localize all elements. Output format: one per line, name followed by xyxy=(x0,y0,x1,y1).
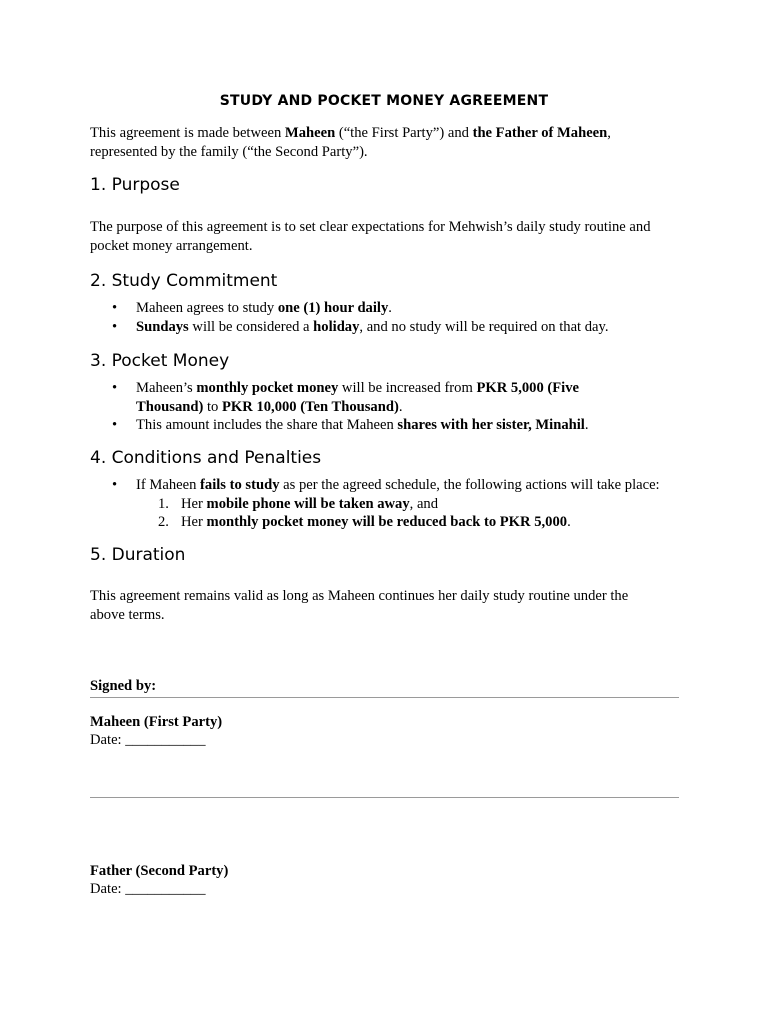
first-party-name: Maheen xyxy=(284,125,336,141)
intro-paragraph xyxy=(90,124,680,161)
list-text: . xyxy=(584,417,589,433)
bullet-icon: • xyxy=(112,300,118,316)
list-number: 2. xyxy=(158,514,169,530)
list-text: as per the agreed schedule, the following actions will take place: xyxy=(279,477,660,493)
duration-paragraph: This agreement remains valid as long as Maheen continues her daily study routine under the above terms. xyxy=(90,588,629,623)
list-item xyxy=(90,416,680,435)
holiday-word: holiday xyxy=(313,318,360,335)
list-text: Maheen’s xyxy=(136,380,197,396)
failure-condition: fails to study xyxy=(200,477,280,493)
list-item xyxy=(90,476,680,532)
list-item xyxy=(90,318,680,337)
new-amount: PKR 10,000 (Ten Thousand) xyxy=(222,398,399,415)
study-duration: one (1) hour daily xyxy=(277,300,389,316)
list-number: 1. xyxy=(158,495,169,512)
sister-share: shares with her sister, Minahil xyxy=(397,417,585,433)
list-text: . xyxy=(567,514,571,530)
penalty-text: monthly pocket money will be reduced back to PKR 5,000 xyxy=(206,514,568,530)
old-amount: PKR 5,000 (Five xyxy=(476,380,580,396)
list-text: . xyxy=(388,300,392,316)
first-party-date-field: Date: ___________ xyxy=(90,732,206,748)
signed-by-text: Signed by: xyxy=(90,678,157,694)
old-amount: Thousand) xyxy=(136,398,204,415)
list-text: Her xyxy=(181,514,207,530)
list-text: This amount includes the share that Maheen xyxy=(136,417,398,433)
bullet-icon: • xyxy=(112,417,118,433)
intro-text: This agreement is made between xyxy=(90,125,285,141)
bullet-icon: • xyxy=(112,380,118,396)
divider-line xyxy=(90,797,679,798)
list-item xyxy=(136,513,680,532)
first-party-signature-label xyxy=(90,713,222,732)
pocket-money-term: monthly pocket money xyxy=(196,380,339,396)
heading-study-commitment: 2. Study Commitment xyxy=(90,271,278,291)
list-text: If Maheen xyxy=(136,477,201,493)
heading-duration: 5. Duration xyxy=(90,545,186,565)
heading-conditions-penalties: 4. Conditions and Penalties xyxy=(90,448,322,468)
bullet-icon: • xyxy=(112,318,118,335)
signed-by-label xyxy=(90,677,156,696)
second-party-name: the Father of Maheen xyxy=(472,125,608,141)
second-party-signature-label xyxy=(90,862,228,881)
list-text: , and xyxy=(409,495,439,512)
second-party-date-field: Date: ___________ xyxy=(90,881,206,897)
document-title: STUDY AND POCKET MONEY AGREEMENT xyxy=(219,93,549,109)
second-party-label-text: Father (Second Party) xyxy=(90,863,229,879)
divider-line xyxy=(90,697,679,698)
penalty-text: mobile phone will be taken away xyxy=(206,495,410,512)
first-party-label-text: Maheen (First Party) xyxy=(90,714,223,730)
list-text: will be increased from xyxy=(338,380,477,396)
holiday-day: Sundays xyxy=(136,318,189,335)
intro-text: , xyxy=(607,125,611,141)
list-text: will be considered a xyxy=(188,318,314,335)
intro-text: represented by the family (“the Second Party”). xyxy=(90,143,368,160)
list-item xyxy=(90,299,680,318)
purpose-paragraph: The purpose of this agreement is to set clear expectations for Mehwish’s daily study routine and pocket money arrangement. xyxy=(90,219,651,254)
conditions-list xyxy=(90,476,680,532)
heading-pocket-money: 3. Pocket Money xyxy=(90,351,230,371)
list-text: to xyxy=(203,398,222,415)
heading-purpose: 1. Purpose xyxy=(90,175,180,195)
list-text: Her xyxy=(181,495,207,512)
pocket-money-list xyxy=(90,379,680,435)
bullet-icon: • xyxy=(112,477,118,493)
penalty-list xyxy=(136,495,680,532)
list-item xyxy=(90,379,680,416)
list-text: Maheen agrees to study xyxy=(136,300,278,316)
study-commitment-list xyxy=(90,299,680,336)
intro-text: (“the First Party”) and xyxy=(335,125,473,141)
list-item xyxy=(136,495,680,514)
list-text: , and no study will be required on that day. xyxy=(359,318,609,335)
list-text: . xyxy=(398,398,403,415)
